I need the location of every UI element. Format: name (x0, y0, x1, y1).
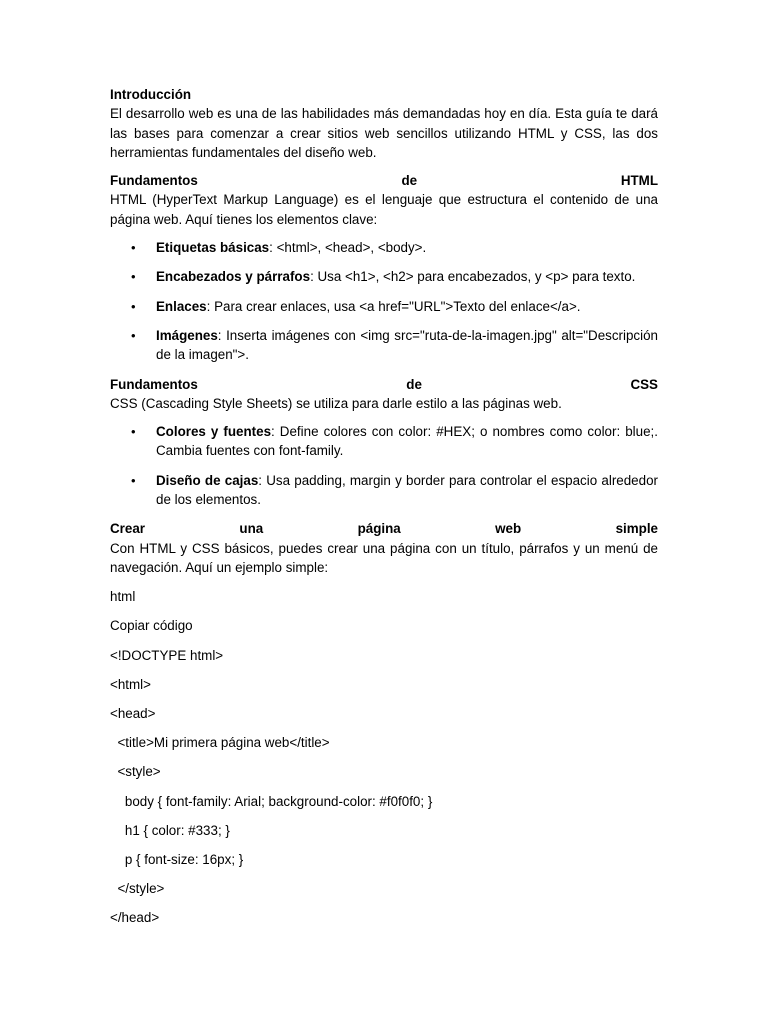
list-item (110, 326, 658, 365)
list-item-desc: : Usa <h1>, <h2> para encabezados, y <p> para texto. (310, 269, 636, 285)
list-item (110, 297, 658, 316)
code-sample (110, 587, 658, 937)
list-item-term: Encabezados y párrafos (156, 269, 311, 285)
list-item-desc: : Define colores con color: #HEX; o nombres como color: blue;. Cambia fuentes con font-family. (156, 424, 658, 459)
heading-word: simple (615, 521, 658, 537)
heading-word: una (239, 521, 264, 537)
code-line: </style> (110, 881, 165, 897)
bullet-icon: • (131, 472, 136, 488)
code-line: Copiar código (110, 618, 193, 634)
intro-heading: Introducción (110, 87, 192, 102)
list-item-term: Diseño de cajas (156, 472, 259, 488)
html-section-paragraph: HTML (HyperText Markup Language) es el lenguaje que estructura el contenido de una página web. Aquí tienes los elementos clave: (110, 192, 658, 227)
bullet-icon: • (131, 240, 136, 256)
code-line: <!DOCTYPE html> (110, 647, 224, 663)
list-item (110, 422, 658, 461)
html-section-heading (110, 171, 658, 190)
list-item (110, 238, 658, 257)
code-line: <style> (110, 764, 161, 780)
code-line: <html> (110, 676, 151, 692)
bullet-icon: • (131, 327, 136, 343)
heading-word: de (406, 376, 422, 392)
code-line: h1 { color: #333; } (110, 822, 230, 838)
css-section-paragraph: CSS (Cascading Style Sheets) se utiliza para darle estilo a las páginas web. (110, 395, 562, 411)
list-item-desc: : Para crear enlaces, usa <a href="URL">Texto del enlace</a>. (206, 298, 581, 314)
html-elements-list (110, 238, 658, 364)
heading-word: página (357, 521, 401, 537)
simple-page-paragraph: Con HTML y CSS básicos, puedes crear una página con un título, párrafos y un menú de navegación. Aquí un ejemplo simple: (110, 540, 658, 575)
list-item-desc: : <html>, <head>, <body>. (269, 240, 427, 256)
list-item-desc: : Inserta imágenes con <img src="ruta-de-la-imagen.jpg" alt="Descripción de la imagen">. (156, 327, 658, 363)
heading-word: HTML (620, 173, 658, 189)
list-item-term: Etiquetas básicas (156, 240, 270, 256)
heading-word: CSS (630, 376, 658, 392)
bullet-icon: • (131, 298, 136, 314)
css-concepts-list (110, 422, 658, 509)
list-item-term: Imágenes (156, 327, 218, 343)
code-line: </head> (110, 910, 160, 926)
css-section-heading (110, 375, 658, 394)
bullet-icon: • (131, 269, 136, 285)
heading-word: web (495, 521, 522, 537)
heading-word: Crear (110, 521, 145, 537)
simple-page-section-heading (110, 519, 658, 538)
bullet-icon: • (131, 424, 136, 440)
list-item-term: Colores y fuentes (156, 424, 272, 440)
code-line: p { font-size: 16px; } (110, 851, 244, 867)
list-item-term: Enlaces (156, 298, 207, 314)
code-line: <title>Mi primera página web</title> (110, 735, 330, 751)
heading-word: Fundamentos (110, 376, 198, 392)
list-item (110, 267, 658, 286)
intro-paragraph: El desarrollo web es una de las habilidades más demandadas hoy en día. Esta guía te dará las bases para comenzar a crear sitios web sencillos utilizando HTML y CSS, las dos herramientas fundamentales del diseño web. (110, 106, 658, 160)
document-page (110, 85, 658, 937)
code-line: body { font-family: Arial; background-color: #f0f0f0; } (110, 793, 433, 809)
heading-word: de (401, 173, 418, 189)
list-item (110, 471, 658, 510)
code-line: html (110, 589, 136, 605)
heading-word: Fundamentos (110, 173, 198, 189)
list-item-desc: : Usa padding, margin y border para controlar el espacio alrededor de los elementos. (156, 472, 658, 508)
code-line: <head> (110, 705, 156, 721)
